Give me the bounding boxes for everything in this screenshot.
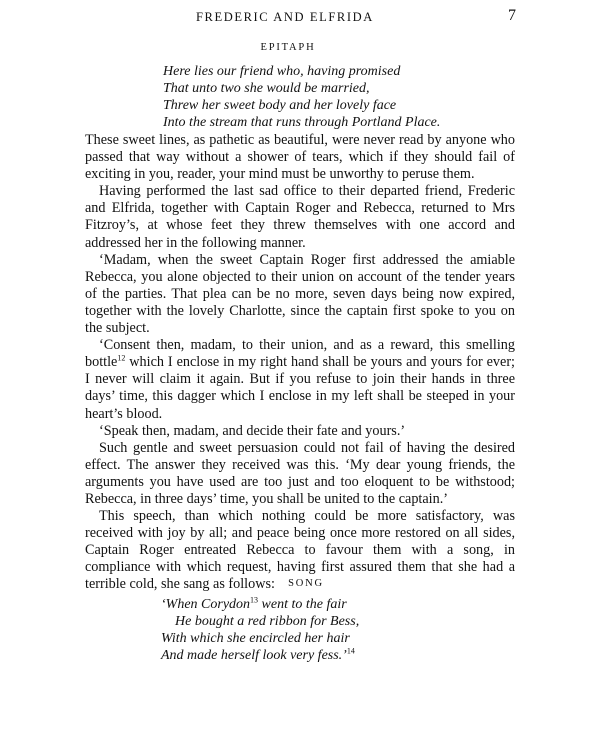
song-heading: SONG <box>288 578 324 589</box>
paragraph-text: ‘Consent then, madam, to their union, and as a reward, this smelling bottle <box>85 337 515 371</box>
footnote-marker[interactable]: 13 <box>250 595 259 605</box>
epitaph-heading: EPITAPH <box>260 42 316 53</box>
paragraph: These sweet lines, as pathetic as beautiful, were never read by anyone who passed that way without a shower of tears, which if they should fail of exciting in you, reader, your mind must be unworthy to peruse them. <box>85 132 515 183</box>
paragraph: ‘Speak then, madam, and decide their fate and yours.’ <box>99 422 406 439</box>
paragraph <box>85 337 515 422</box>
paragraph: Having performed the last sad office to their departed friend, Frederic and Elfrida, together with Captain Roger and Rebecca, returned to Mrs Fitzroy’s, at whose feet they threw themselves with one accord and addressed her in the following manner. <box>85 183 515 251</box>
epitaph-verse <box>163 63 440 131</box>
song-line <box>161 647 359 664</box>
song-verse <box>161 596 359 664</box>
epitaph-line: Into the stream that runs through Portland Place. <box>163 115 441 130</box>
paragraph-text: which I enclose in my right hand shall be yours and yours for ever; I never will claim it again. But if you refuse to join their hands in three days’ time, this dagger which I enclose in my left shall be steeped in your heart’s blood. <box>85 354 515 422</box>
song-line-text: And made herself look very fess.’ <box>161 648 347 663</box>
body-text <box>85 132 515 594</box>
song-line-text: ‘When Corydon <box>161 597 251 612</box>
epitaph-line: That unto two she would be married, <box>163 81 370 96</box>
epitaph-line: Here lies our friend who, having promised <box>163 64 401 79</box>
epitaph-line: Threw her sweet body and her lovely face <box>163 98 397 113</box>
song-line: He bought a red ribbon for Bess, <box>175 614 360 629</box>
paragraph: This speech, than which nothing could be more satisfactory, was received with joy by all; and peace being once more restored on all sides, Captain Roger entreated Rebecca to favour them with a song, in compliance with which request, having first assured them that she had a terrible cold, she sang as follows: <box>85 508 515 593</box>
footnote-marker[interactable]: 14 <box>346 646 355 656</box>
page-number: 7 <box>508 7 516 24</box>
song-line: With which she encircled her hair <box>161 631 350 646</box>
paragraph: Such gentle and sweet persuasion could not fail of having the desired effect. The answer they received was this. ‘My dear young friends, the arguments you have used are too just and too eloquent to be withstood; Rebecca, in three days’ time, you shall be united to the captain.’ <box>85 439 515 507</box>
paragraph: ‘Madam, when the sweet Captain Roger first addressed the amiable Rebecca, you alone objected to their union on account of the tender years of the parties. That plea can be no more, seven days being now expired, together with the lovely Charlotte, since the captain first spoke to you on the subject. <box>85 251 515 337</box>
footnote-marker[interactable]: 12 <box>117 353 126 363</box>
song-line-text: went to the fair <box>258 597 347 612</box>
song-line <box>161 596 359 613</box>
running-title: FREDERIC AND ELFRIDA <box>196 10 374 24</box>
